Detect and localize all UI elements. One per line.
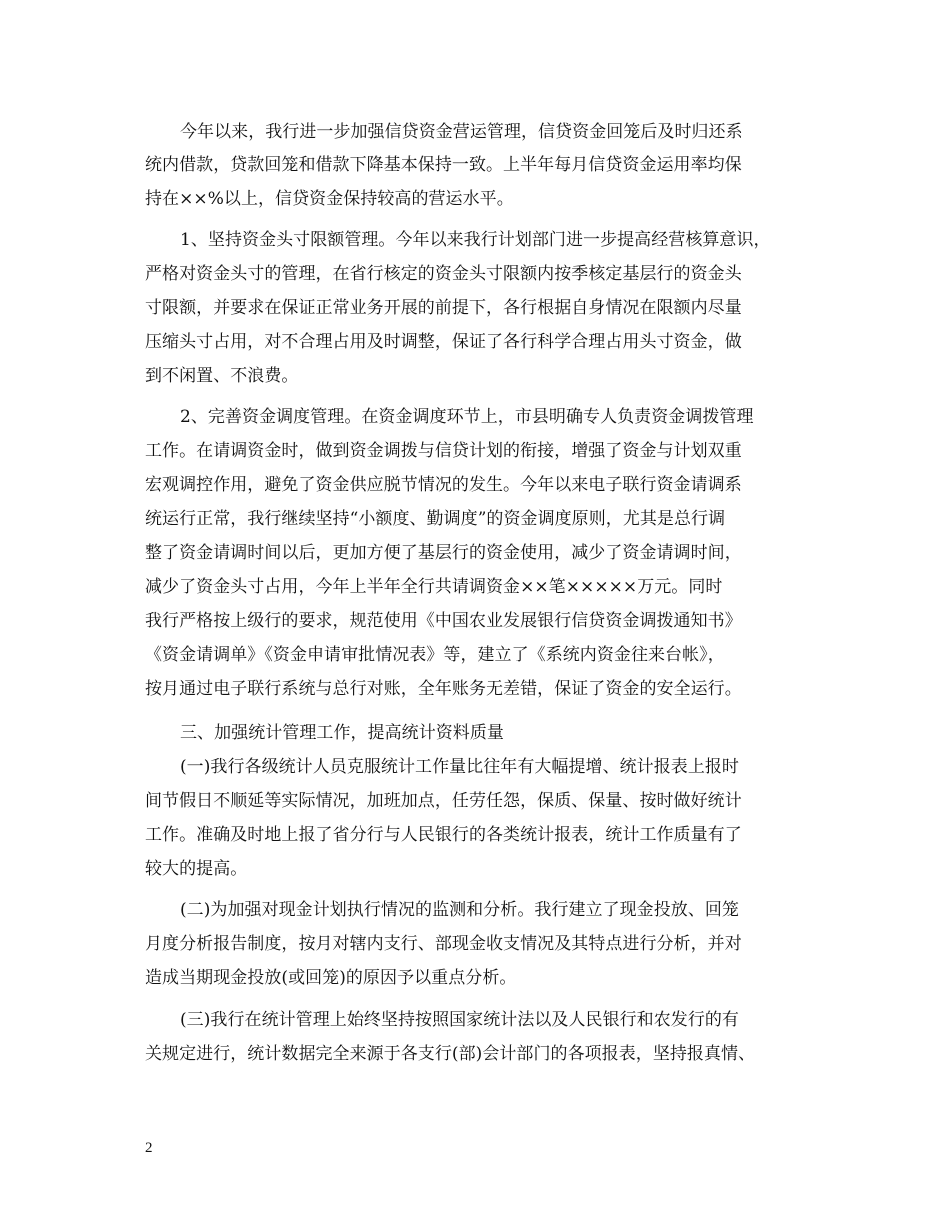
paragraph-line: 今年以来，我行进一步加强信贷资金营运管理，信贷资金回笼后及时归还系 <box>180 122 743 142</box>
paragraph-line: 到不闲置、不浪费。 <box>145 366 299 386</box>
section-heading: 三、加强统计管理工作，提高统计资料质量 <box>180 723 504 743</box>
paragraph-line: 造成当期现金投放(或回笼)的原因予以重点分析。 <box>145 968 517 988</box>
paragraph-line: 统运行正常，我行继续坚持“小额度、勤调度”的资金调度原则，尤其是总行调 <box>145 509 726 529</box>
paragraph-line: 统内借款，贷款回笼和借款下降基本保持一致。上半年每月信贷资金运用率均保 <box>145 155 742 175</box>
paragraph-line: (一)我行各级统计人员克服统计工作量比往年有大幅提增、统计报表上报时 <box>180 757 739 777</box>
paragraph-line: 持在××%以上，信贷资金保持较高的营运水平。 <box>145 189 514 209</box>
paragraph-line: 1、坚持资金头寸限额管理。今年以来我行计划部门进一步提高经营核算意识， <box>180 230 771 250</box>
paragraph-line: 寸限额，并要求在保证正常业务开展的前提下，各行根据自身情况在限额内尽量 <box>145 298 742 318</box>
page-number: 2 <box>145 1140 153 1156</box>
paragraph-line: 整了资金请调时间以后，更加方便了基层行的资金使用，减少了资金请调时间， <box>145 543 742 563</box>
paragraph-line: 月度分析报告制度，按月对辖内支行、部现金收支情况及其特点进行分析，并对 <box>145 934 742 954</box>
paragraph-line: 工作。准确及时地上报了省分行与人民银行的各类统计报表，统计工作质量有了 <box>145 825 742 845</box>
paragraph-line: (二)为加强对现金计划执行情况的监测和分析。我行建立了现金投放、回笼 <box>180 900 739 920</box>
paragraph-line: 严格对资金头寸的管理，在省行核定的资金头寸限额内按季核定基层行的资金头 <box>145 264 742 284</box>
paragraph-line: 减少了资金头寸占用，今年上半年全行共请调资金××笔×××××万元。同时 <box>145 577 723 597</box>
paragraph-line: 2、完善资金调度管理。在资金调度环节上，市县明确专人负责资金调拨管理 <box>180 407 754 427</box>
paragraph-line: 关规定进行，统计数据完全来源于各支行(部)会计部门的各项报表，坚持报真情、 <box>145 1044 756 1064</box>
paragraph-line: (三)我行在统计管理上始终坚持按照国家统计法以及人民银行和农发行的有 <box>180 1010 739 1030</box>
paragraph-line: 宏观调控作用，避免了资金供应脱节情况的发生。今年以来电子联行资金请调系 <box>145 475 742 495</box>
paragraph-line: 《资金请调单》《资金申请审批情况表》等，建立了《系统内资金往来台帐》， <box>145 645 725 665</box>
paragraph-line: 较大的提高。 <box>145 859 248 879</box>
paragraph-line: 按月通过电子联行系统与总行对账，全年账务无差错，保证了资金的安全运行。 <box>145 679 742 699</box>
paragraph-line: 我行严格按上级行的要求，规范使用《中国农业发展银行信贷资金调拨通知书》 <box>145 611 742 631</box>
paragraph-line: 间节假日不顺延等实际情况，加班加点，任劳任怨，保质、保量、按时做好统计 <box>145 791 742 811</box>
paragraph-line: 工作。在请调资金时，做到资金调拨与信贷计划的衔接，增强了资金与计划双重 <box>145 441 742 461</box>
paragraph-line: 压缩头寸占用，对不合理占用及时调整，保证了各行科学合理占用头寸资金，做 <box>145 332 742 352</box>
